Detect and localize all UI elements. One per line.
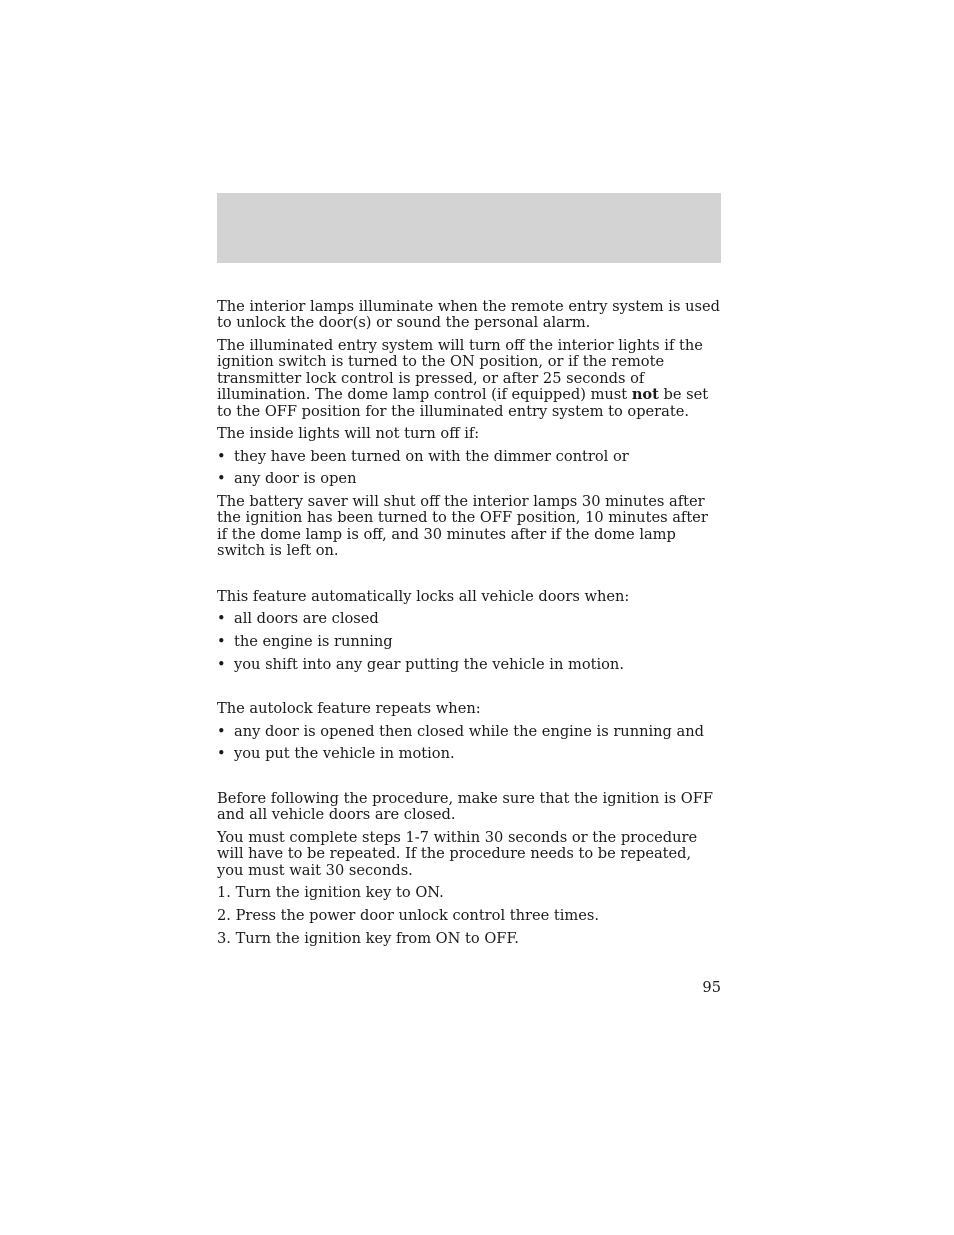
bullet-icon: • xyxy=(217,633,226,650)
paragraph-2-emphasis: not xyxy=(631,386,659,404)
bullet-icon: • xyxy=(217,447,226,465)
list-item-text: they have been turned on with the dimmer control or xyxy=(234,447,629,465)
list-item xyxy=(217,471,721,487)
procedure-step: 2. Press the power door unlock control three times. xyxy=(217,906,600,924)
list-item-text: any door is open xyxy=(234,470,357,488)
bullet-icon: • xyxy=(217,655,226,673)
section-header-band xyxy=(217,193,721,263)
illuminated-entry-paragraph-2 xyxy=(217,338,721,420)
list-item xyxy=(217,657,721,673)
list-item xyxy=(217,449,721,465)
list-item-text: you shift into any gear putting the vehicle in motion. xyxy=(234,655,624,673)
section-gap xyxy=(217,566,721,589)
paragraph-2-text-before: The illuminated entry system will turn off the interior lights if the ignition switch is turned to the ON position, or if the remote transmitter lock control is pressed, or after 25 seconds of illumination. The dome lamp control (if equipped) must xyxy=(217,337,703,404)
autolock-intro: This feature automatically locks all vehicle doors when: xyxy=(217,587,630,605)
list-item xyxy=(217,746,721,762)
section-gap xyxy=(217,769,721,791)
illuminated-entry-paragraph-3: The inside lights will not turn off if: xyxy=(217,425,480,443)
page-body xyxy=(217,299,721,953)
section-gap xyxy=(217,679,721,701)
bullet-icon: • xyxy=(217,470,226,488)
list-item-text: all doors are closed xyxy=(234,610,379,628)
bullet-icon: • xyxy=(217,722,226,740)
procedure-step: 3. Turn the ignition key from ON to OFF. xyxy=(217,929,519,947)
procedure-step: 1. Turn the ignition key to ON. xyxy=(217,884,444,902)
battery-saver-paragraph: The battery saver will shut off the interior lamps 30 minutes after the ignition has been turned to the OFF position, 10 minutes after if the dome lamp is off, and 30 minutes after if the dome lamp switch is left on. xyxy=(217,493,708,560)
paragraph-2-text-after: be set to the OFF position for the illuminated entry system to operate. xyxy=(217,386,709,420)
list-item xyxy=(217,724,721,740)
relock-intro: The autolock feature repeats when: xyxy=(217,700,481,718)
list-item-text: the engine is running xyxy=(234,633,393,650)
bullet-icon: • xyxy=(217,745,226,763)
illuminated-entry-paragraph-1: The interior lamps illuminate when the remote entry system is used to unlock the door(s) or sound the personal alarm. xyxy=(217,298,720,332)
list-item xyxy=(217,611,721,627)
procedure-paragraph-2: You must complete steps 1-7 within 30 seconds or the procedure will have to be repeated. If the procedure needs to be repeated, you must wait 30 seconds. xyxy=(217,828,698,879)
procedure-paragraph-1: Before following the procedure, make sure that the ignition is OFF and all vehicle doors are closed. xyxy=(217,789,713,824)
list-item xyxy=(217,634,721,650)
list-item-text: you put the vehicle in motion. xyxy=(234,745,455,763)
list-item-text: any door is opened then closed while the engine is running and xyxy=(234,722,704,740)
bullet-icon: • xyxy=(217,610,226,628)
page-number: 95 xyxy=(702,979,721,996)
